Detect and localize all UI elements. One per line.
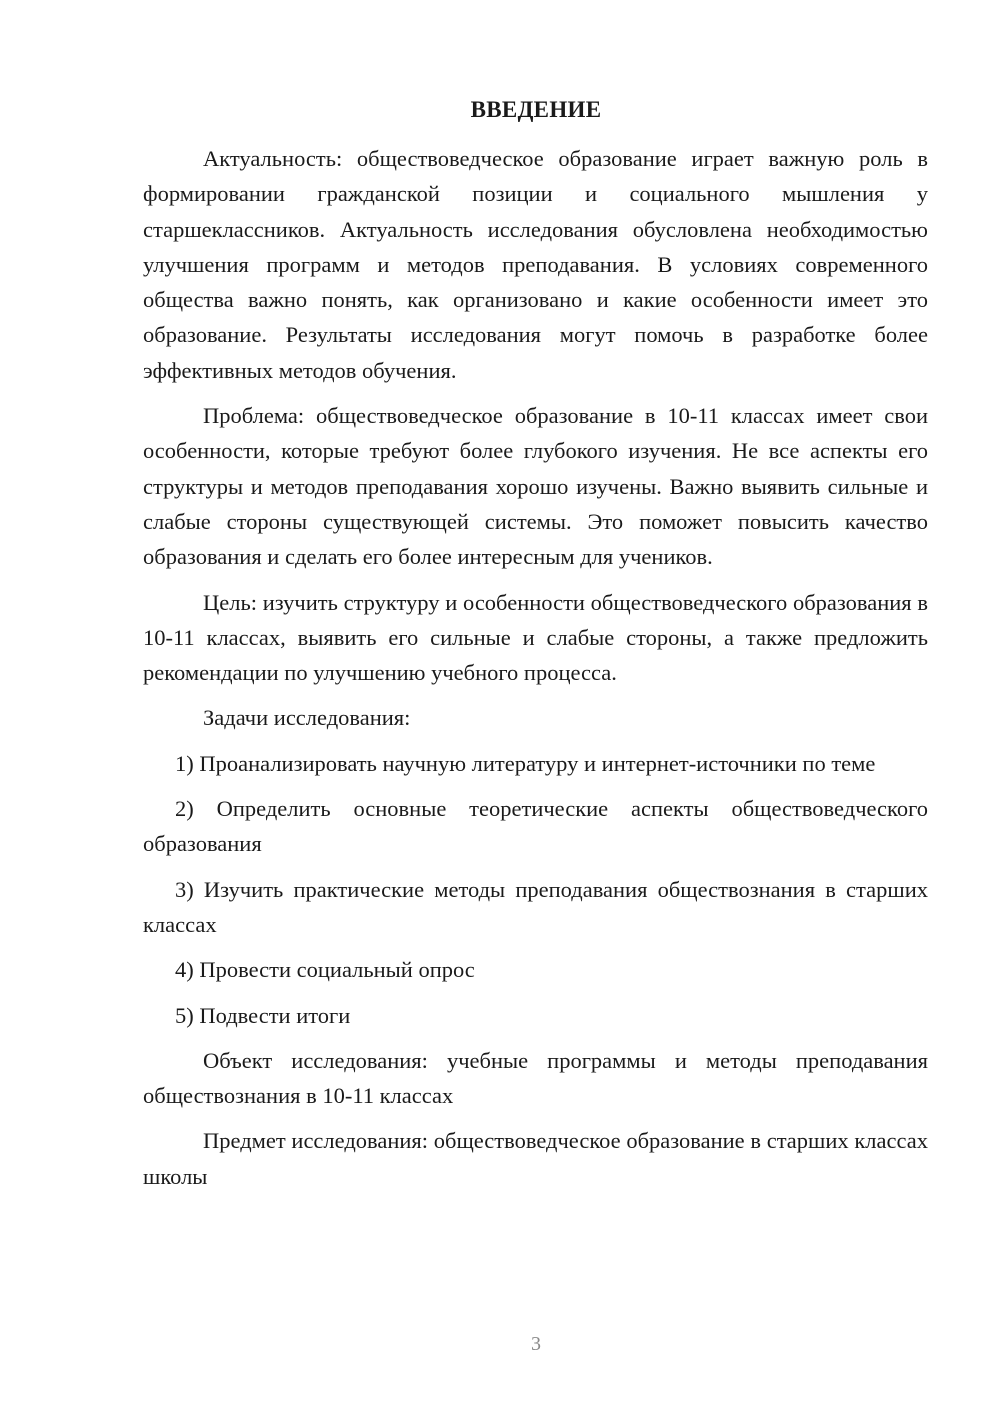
problem-paragraph: Проблема: обществоведческое образование в 10-11 классах имеет свои особенности, которые требуют более глубокого изучения. Не все аспекты его структуры и методов преподавания хорошо изучены. Важно выявить сильные и слабые стороны существующей системы. Это поможет повысить качество образования и сделать его более интересным для учеников.	[143, 403, 928, 570]
task-item-3: 3) Изучить практические методы преподавания обществознания в старших классах	[143, 876, 928, 937]
page-number: 3	[531, 1333, 541, 1355]
object-paragraph: Объект исследования: учебные программы и методы преподавания обществознания в 10-11 классах	[143, 1047, 928, 1109]
task-item-5: 5) Подвести итоги	[175, 1002, 351, 1028]
task-item-2: 2) Определить основные теоретические аспекты обществоведческого образования	[143, 796, 928, 857]
task-item-4: 4) Провести социальный опрос	[175, 957, 475, 983]
subject-paragraph: Предмет исследования: обществоведческое образование в старших классах школы	[143, 1128, 928, 1189]
body-text	[143, 141, 928, 1204]
page-title: ВВЕДЕНИЕ	[470, 97, 602, 122]
goal-paragraph: Цель: изучить структуру и особенности обществоведческого образования в 10-11 классах, выявить его сильные и слабые стороны, а также предложить рекомендации по улучшению учебного процесса.	[143, 589, 928, 686]
task-item-1: 1) Проанализировать научную литературу и интернет-источники по теме	[175, 750, 876, 776]
tasks-title: Задачи исследования:	[203, 705, 411, 731]
relevance-paragraph: Актуальность: обществоведческое образование играет важную роль в формировании гражданской позиции и социального мышления у старшеклассников. Актуальность исследования обусловлена необходимостью улучшения программ и методов преподавания. В условиях современного общества важно понять, как организовано и какие особенности имеет это образование. Результаты исследования могут помочь в разработке более эффективных методов обучения.	[143, 146, 928, 383]
